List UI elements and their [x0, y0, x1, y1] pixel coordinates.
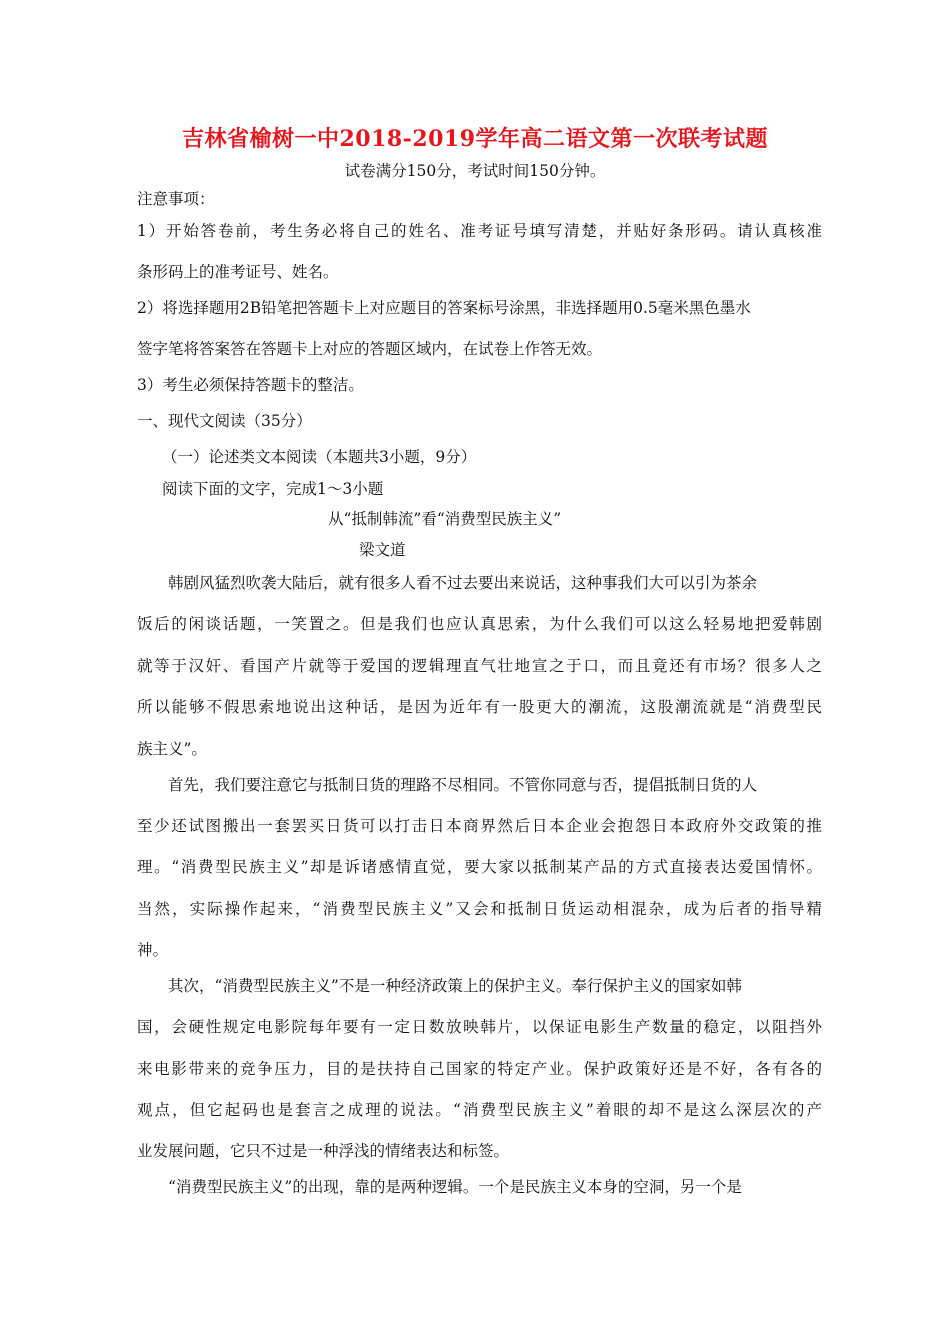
- paragraph-line: 至少还试图搬出一套罢买日货可以打击日本商界然后日本企业会抱怨日本政府外交政策的推: [137, 817, 822, 835]
- notice-line: 签字笔将答案答在答题卡上对应的答题区域内，在试卷上作答无效。: [137, 340, 603, 358]
- paragraph-line: “消费型民族主义”的出现，靠的是两种逻辑。一个是民族主义本身的空洞，另一个是: [168, 1178, 742, 1196]
- subsection-heading: （一）论述类文本阅读（本题共3小题，9分）: [162, 448, 477, 466]
- paragraph-line: 韩剧风猛烈吹袭大陆后，就有很多人看不过去要出来说话，这种事我们大可以引为茶余: [168, 574, 758, 592]
- paragraph-line: 饭后的闲谈话题，一笑置之。但是我们也应认真思索，为什么我们可以这么轻易地把爱韩剧: [137, 615, 822, 633]
- notice-line: 条形码上的准考证号、姓名。: [137, 263, 339, 281]
- section-heading: 一、现代文阅读（35分）: [137, 412, 312, 430]
- reading-instruction: 阅读下面的文字，完成1～3小题: [162, 480, 384, 498]
- paragraph-line: 首先，我们要注意它与抵制日货的理路不尽相同。不管你同意与否，提倡抵制日货的人: [168, 776, 758, 794]
- paragraph-line: 就等于汉奸、看国产片就等于爱国的逻辑理直气壮地宣之于口，而且竟还有市场？很多人之: [137, 657, 822, 675]
- article-author: 梁文道: [359, 541, 406, 559]
- paragraph-line: 业发展问题，它只不过是一种浮浅的情绪表达和标签。: [137, 1142, 510, 1160]
- exam-info: 试卷满分150分，考试时间150分钟。: [344, 162, 606, 180]
- paragraph-line: 来电影带来的竞争压力，目的是扶持自己国家的特定产业。保护政策好还是不好，各有各的: [137, 1060, 822, 1078]
- paragraph-line: 其次，“消费型民族主义”不是一种经济政策上的保护主义。奉行保护主义的国家如韩: [168, 977, 742, 995]
- paragraph-line: 理。“消费型民族主义”却是诉诸感情直觉，要大家以抵制某产品的方式直接表达爱国情怀。: [137, 858, 822, 876]
- paragraph-line: 观点，但它起码也是套言之成理的说法。“消费型民族主义”着眼的却不是这么深层次的产: [137, 1101, 822, 1119]
- paragraph-line: 国，会硬性规定电影院每年要有一定日数放映韩片，以保证电影生产数量的稳定，以阻挡外: [137, 1018, 822, 1036]
- notice-line: 1）开始答卷前，考生务必将自己的姓名、准考证号填写清楚，并贴好条形码。请认真核准: [137, 222, 822, 240]
- paragraph-line: 所以能够不假思索地说出这种话，是因为近年有一股更大的潮流，这股潮流就是“消费型民: [137, 698, 822, 716]
- notice-line: 2）将选择题用2B铅笔把答题卡上对应题目的答案标号涂黑，非选择题用0.5毫米黑色墨水: [137, 299, 751, 317]
- paragraph-line: 族主义”。: [137, 740, 207, 758]
- document-title: 吉林省榆树一中2018-2019学年高二语文第一次联考试题: [181, 126, 769, 152]
- notice-heading: 注意事项：: [137, 190, 215, 208]
- article-title: 从“抵制韩流”看“消费型民族主义”: [328, 510, 562, 528]
- paragraph-line: 神。: [137, 941, 169, 959]
- notice-line: 3）考生必须保持答题卡的整洁。: [137, 376, 364, 394]
- paragraph-line: 当然，实际操作起来，“消费型民族主义”又会和抵制日货运动相混杂，成为后者的指导精: [137, 900, 822, 918]
